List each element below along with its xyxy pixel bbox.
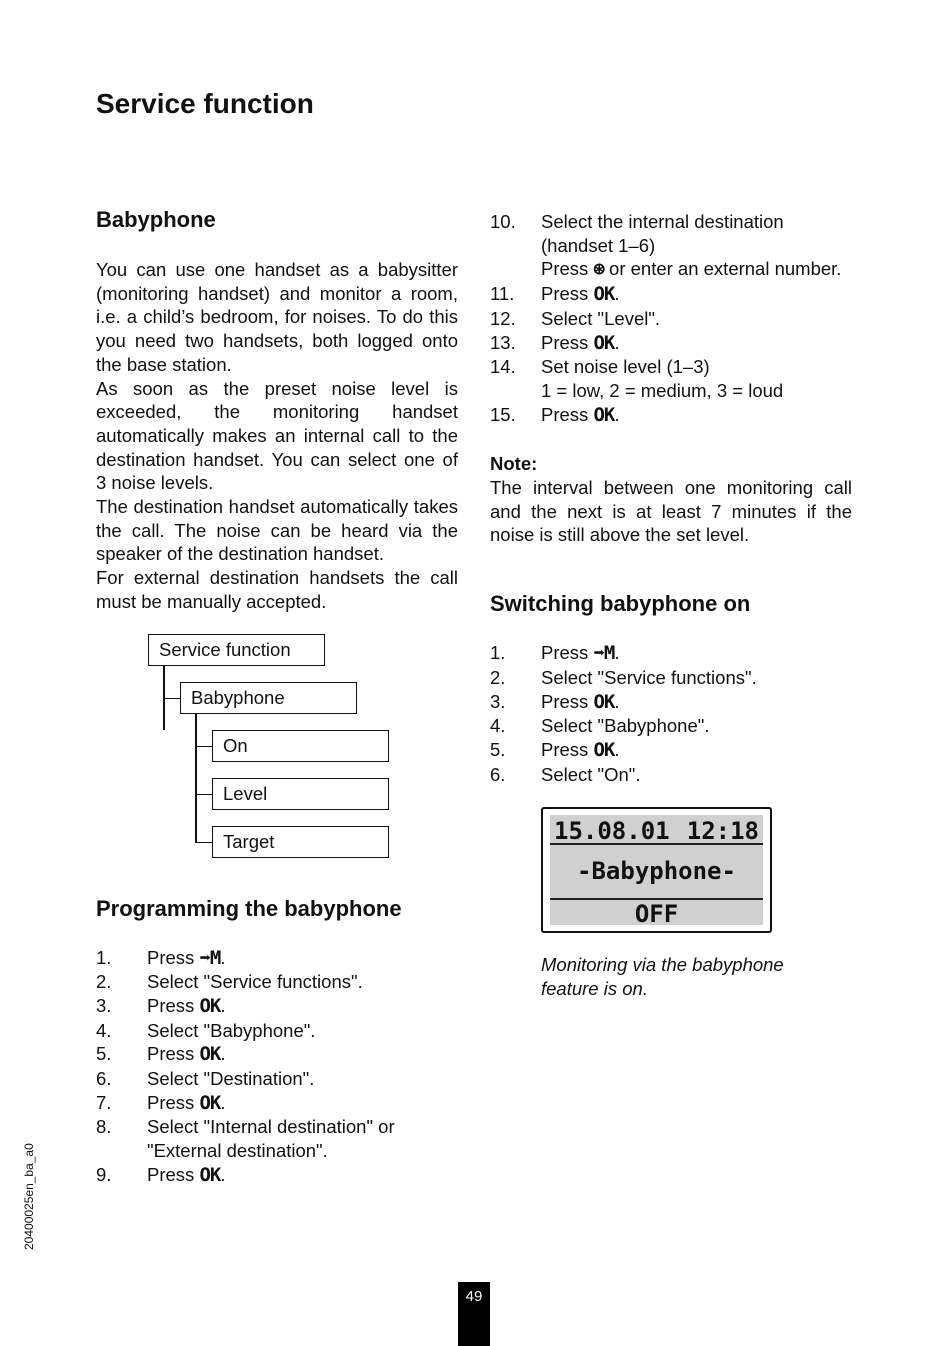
ok-key-icon: OK: [199, 1163, 221, 1186]
step-item: [490, 666, 852, 690]
tree-node-on: On: [212, 730, 389, 762]
step-line: [147, 1091, 458, 1116]
step-item: [490, 763, 852, 787]
step-item: [490, 738, 852, 763]
step-line: [541, 307, 852, 331]
step-line: [541, 210, 852, 234]
tree-node-babyphone: Babyphone: [180, 682, 357, 714]
step-line: [147, 946, 458, 971]
step-line: "External destination".: [147, 1140, 328, 1162]
menu-tree-diagram: [96, 634, 458, 858]
step-text: Select "Babyphone".: [541, 715, 710, 737]
page-number: 49: [458, 1282, 490, 1346]
step-line: [541, 763, 852, 787]
step-number: 4.: [96, 1019, 112, 1041]
step-item: [490, 690, 852, 715]
step-number: 3.: [490, 690, 506, 712]
step-item: [490, 403, 852, 428]
step-line: [541, 690, 852, 715]
tree-node-level: Level: [212, 778, 389, 810]
step-text: Set noise level (1–3): [541, 356, 710, 378]
step-text: Press: [541, 642, 594, 664]
step-number: 8.: [96, 1116, 112, 1138]
step-text: Select "Destination".: [147, 1068, 315, 1090]
step-item: [490, 714, 852, 738]
step-item: [96, 1067, 458, 1091]
step-line: [147, 1019, 458, 1043]
paragraph: The destination handset automatically takes the call. The noise can be heard via the speaker of the destination handset.: [96, 496, 458, 565]
tree-node-target: Target: [212, 826, 389, 858]
ok-key-icon: OK: [199, 1091, 221, 1114]
step-number: 11.: [490, 283, 515, 305]
ok-key-icon: OK: [593, 690, 615, 713]
caption-line: feature is on.: [541, 978, 648, 1000]
step-line: [147, 1163, 458, 1188]
step-text: Press: [147, 1043, 200, 1065]
step-number: 6.: [490, 763, 506, 785]
step-line: [147, 1115, 458, 1139]
step-text: Press: [147, 1163, 200, 1185]
step-number: 5.: [96, 1043, 112, 1065]
step-item: [96, 946, 458, 971]
step-item: [96, 970, 458, 994]
ok-key-icon: OK: [199, 994, 221, 1017]
step-text: Press: [541, 738, 594, 760]
step-item: [490, 307, 852, 331]
step-item: [490, 331, 852, 356]
step-line: [541, 666, 852, 690]
step-line: [541, 282, 852, 307]
programming-steps: [96, 946, 458, 1188]
display-title: -Babyphone-: [577, 857, 736, 886]
note-label: Note:: [490, 453, 538, 475]
tree-connector: [195, 842, 212, 844]
step-line: [541, 257, 852, 282]
step-line: [147, 970, 458, 994]
tree-connector: [195, 714, 197, 843]
note-text: The interval between one monitoring call and the next is at least 7 minutes if the noise is still above the set level.: [490, 477, 852, 546]
step-line: [147, 1042, 458, 1067]
programming-heading: Programming the babyphone: [96, 895, 402, 921]
step-number: 1.: [490, 642, 506, 664]
step-text: Press: [541, 258, 594, 280]
ok-key-icon: OK: [593, 403, 615, 426]
babyphone-description: [96, 258, 458, 614]
display-status: OFF: [550, 898, 763, 928]
ok-key-icon: OK: [199, 1043, 221, 1066]
ok-key-icon: OK: [593, 283, 615, 306]
step-line: 1 = low, 2 = medium, 3 = loud: [541, 379, 784, 401]
right-column: [490, 210, 852, 1001]
step-number: 15.: [490, 403, 516, 425]
paragraph: For external destination handsets the call must be manually accepted.: [96, 567, 458, 612]
step-line: [541, 355, 852, 379]
caption-line: Monitoring via the babyphone: [541, 954, 784, 976]
nav-key-icon: ⊛: [593, 258, 604, 281]
step-number: 14.: [490, 356, 516, 378]
step-item: [490, 641, 852, 666]
note: [490, 452, 852, 547]
switching-heading: Switching babyphone on: [490, 591, 751, 617]
step-text: Select "Service functions".: [541, 666, 757, 688]
display-date: 15.08.01: [554, 817, 670, 846]
step-line: [147, 1067, 458, 1091]
step-text: .: [614, 642, 620, 664]
paragraph: You can use one handset as a babysitter (monitoring handset) and monitor a room, i.e. a child’s bedroom, for noises. To do this you need two handsets, both logged onto the base station.: [96, 259, 458, 375]
step-item: [490, 210, 852, 282]
programming-steps-continued: [490, 210, 852, 427]
step-text: Press: [541, 690, 594, 712]
step-text: Press: [541, 331, 594, 353]
ok-key-icon: OK: [593, 738, 615, 761]
step-text: Select "On".: [541, 763, 641, 785]
step-text: Select "Level".: [541, 307, 661, 329]
step-line: (handset 1–6): [541, 234, 656, 256]
step-text: Select "Internal destination" or: [147, 1116, 395, 1138]
left-column: [96, 207, 458, 1188]
step-number: 12.: [490, 307, 516, 329]
step-number: 2.: [490, 666, 506, 688]
step-text: Press: [147, 946, 200, 968]
step-number: 9.: [96, 1163, 112, 1185]
display-caption: [541, 953, 852, 1000]
step-item: [96, 1163, 458, 1188]
step-text: .: [220, 1163, 226, 1185]
step-text: .: [614, 283, 620, 305]
step-text: .: [220, 994, 226, 1016]
step-line: [541, 641, 852, 666]
step-line: [541, 331, 852, 356]
step-item: [96, 1091, 458, 1116]
step-number: 2.: [96, 971, 112, 993]
step-text: .: [220, 1091, 226, 1113]
step-text: Press: [147, 994, 200, 1016]
step-text: Select the internal destination: [541, 211, 784, 232]
step-text: .: [614, 403, 620, 425]
step-item: [96, 994, 458, 1019]
tree-connector: [163, 698, 180, 700]
menu-key-icon: ➡M: [199, 946, 221, 969]
step-text: Press: [147, 1091, 200, 1113]
step-text: .: [614, 738, 620, 760]
step-item: [490, 282, 852, 307]
step-number: 5.: [490, 738, 506, 760]
step-number: 13.: [490, 331, 516, 353]
step-item: [490, 355, 852, 402]
tree-node-root: Service function: [148, 634, 325, 666]
menu-key-icon: ➡M: [593, 642, 615, 665]
display-time: 12:18: [686, 817, 759, 846]
step-number: 10.: [490, 211, 516, 232]
switching-steps: [490, 641, 852, 786]
step-line: [541, 738, 852, 763]
step-line: [147, 994, 458, 1019]
tree-connector: [195, 746, 212, 748]
paragraph: As soon as the preset noise level is exceeded, the monitoring handset automatically makes an internal call to the destination handset. You can select one of 3 noise levels.: [96, 377, 458, 494]
step-text: Select "Babyphone".: [147, 1019, 316, 1041]
handset-display: [541, 807, 772, 933]
step-item: [96, 1019, 458, 1043]
step-number: 4.: [490, 715, 506, 737]
step-number: 7.: [96, 1091, 112, 1113]
document-code: 20400025en_ba_a0: [22, 1143, 36, 1250]
page-title: Service function: [96, 88, 314, 119]
tree-connector: [195, 794, 212, 796]
step-number: 6.: [96, 1068, 112, 1090]
step-text: .: [614, 331, 620, 353]
step-number: 3.: [96, 994, 112, 1016]
step-text: Select "Service functions".: [147, 971, 363, 993]
step-line: [541, 403, 852, 428]
step-text: .: [220, 1043, 226, 1065]
ok-key-icon: OK: [593, 331, 615, 354]
step-item: [96, 1042, 458, 1067]
step-line: [541, 714, 852, 738]
step-text: or enter an external number.: [603, 258, 842, 280]
step-text: Press: [541, 403, 594, 425]
step-text: .: [614, 690, 620, 712]
step-item: [96, 1115, 458, 1162]
babyphone-heading: Babyphone: [96, 207, 216, 232]
step-number: 1.: [96, 946, 112, 968]
step-text: .: [220, 946, 226, 968]
step-text: Press: [541, 283, 594, 305]
